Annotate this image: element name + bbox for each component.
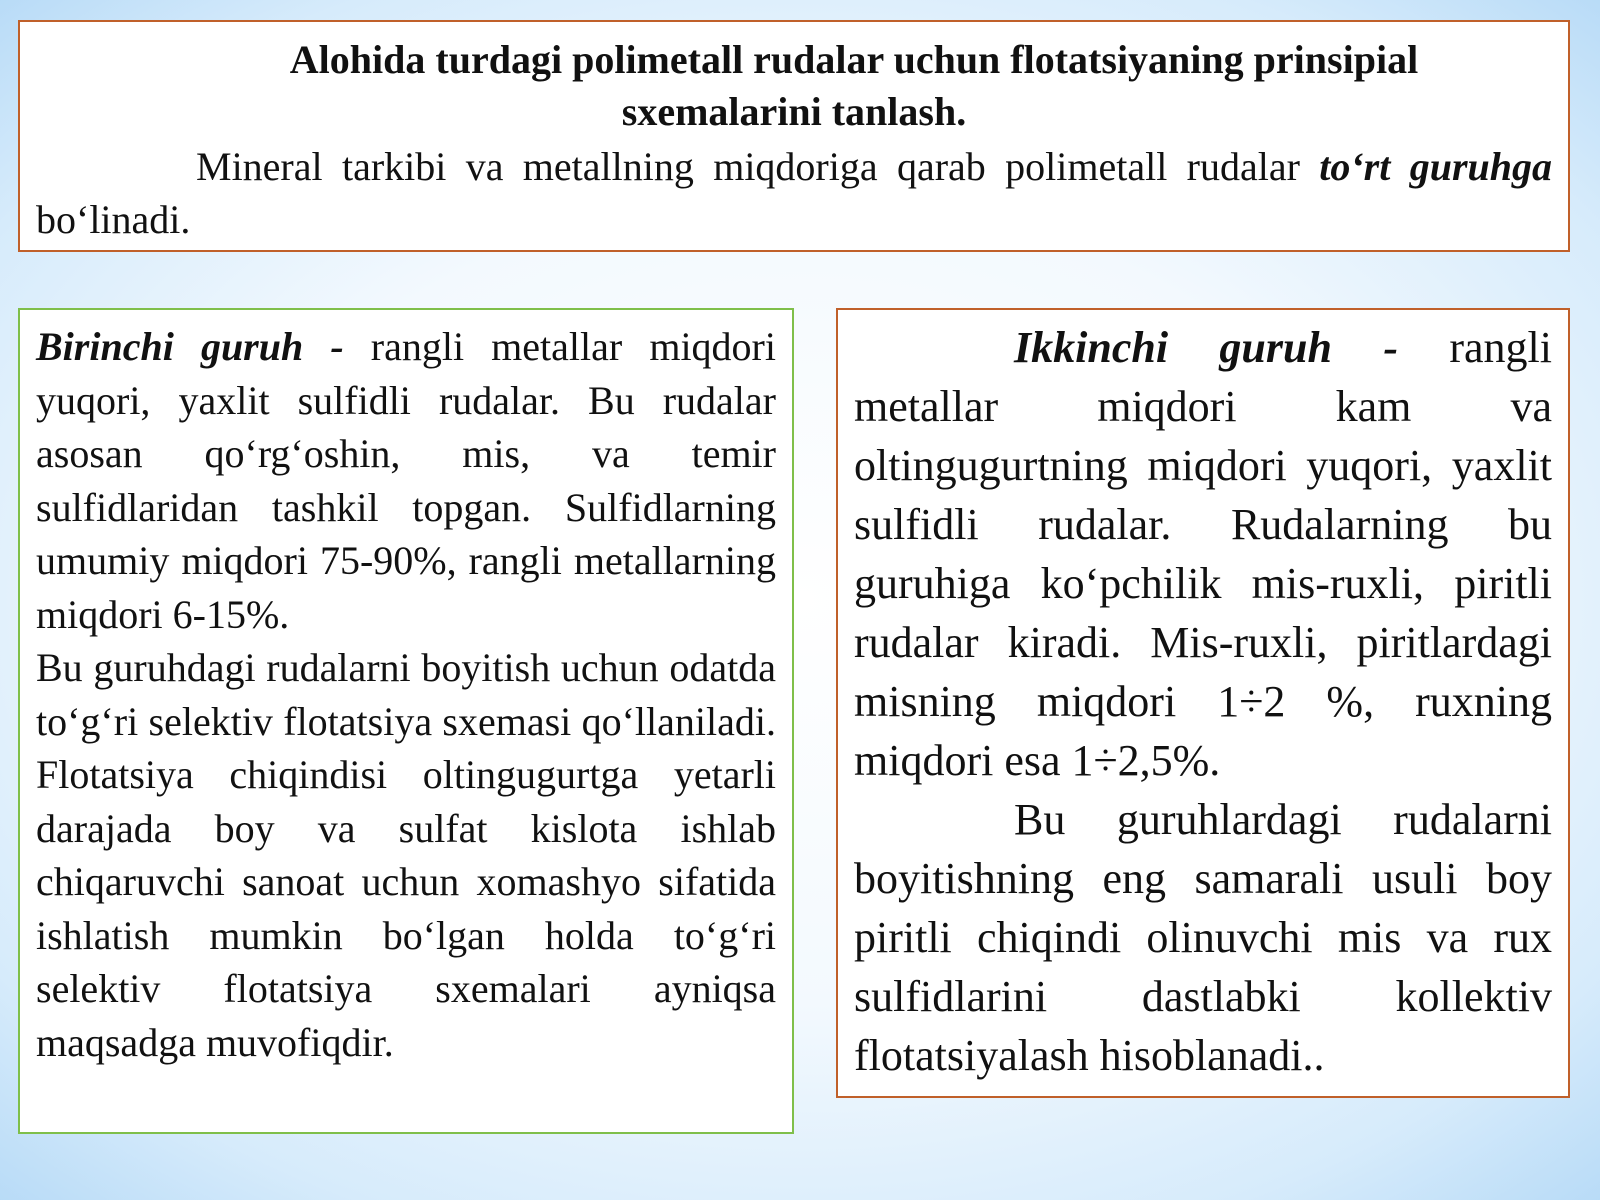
group1-paragraph2: Bu guruhdagi rudalarni boyitish uchun odatda to‘g‘ri selektiv flotatsiya sxemasi qo‘llaniladi. Flotatsiya chiqindisi oltingugurtga yetarli darajada boy va sulfat kislota ishlab chiqaruvchi sanoat uchun xomashyo sifatida ishlatish mumkin bo‘lgan holda to‘g‘ri selektiv flotatsiya sxemalari ayniqsa maqsadga muvofiqdir. [36, 645, 776, 1065]
group2-text: rangli metallar miqdori kam va oltingugurtning miqdori yuqori, yaxlit sulfidli rudalar. Rudalarning bu guruhiga ko‘pchilik mis-ruxli, piritli rudalar kiradi. Mis-ruxli, piritlardagi misning miqdori 1÷2 %, ruxning miqdori esa 1÷2,5%. [854, 323, 1552, 785]
group2-term: Ikkinchi guruh - [1014, 323, 1398, 372]
intro-emphasis: to‘rt guruhga [1319, 144, 1553, 189]
group1-box [18, 308, 794, 1134]
group1-text: rangli metallar miqdori yuqori, yaxlit sulfidli rudalar. Bu rudalar asosan qo‘rg‘oshin, mis, va temir sulfidlaridan tashkil topgan. Sulfidlarning umumiy miqdori 75-90%, rangli metallarning miqdori 6-15%. [36, 324, 776, 637]
group2-paragraph1 [854, 318, 1552, 790]
intro-text: Mineral tarkibi va metallning miqdoriga qarab polimetall rudalar [196, 144, 1320, 189]
group2-box [836, 308, 1570, 1098]
title-box [18, 20, 1570, 252]
slide-title [36, 34, 1552, 138]
intro-paragraph [36, 138, 1552, 246]
group2-paragraph2: Bu guruhlardagi rudalarni boyitishning eng samarali usuli boy piritli chiqindi olinuvchi mis va rux sulfidlarini dastlabki kollektiv flotatsiyalash hisoblanadi.. [854, 795, 1552, 1080]
group1-paragraph1 [36, 320, 776, 641]
slide-title-line1: Alohida turdagi polimetall rudalar uchun flotatsiyaning prinsipial [289, 37, 1419, 82]
slide-title-line2: sxemalarini tanlash. [621, 89, 967, 134]
intro-end: bo‘linadi. [36, 197, 191, 242]
group1-term: Birinchi guruh - [36, 324, 344, 369]
